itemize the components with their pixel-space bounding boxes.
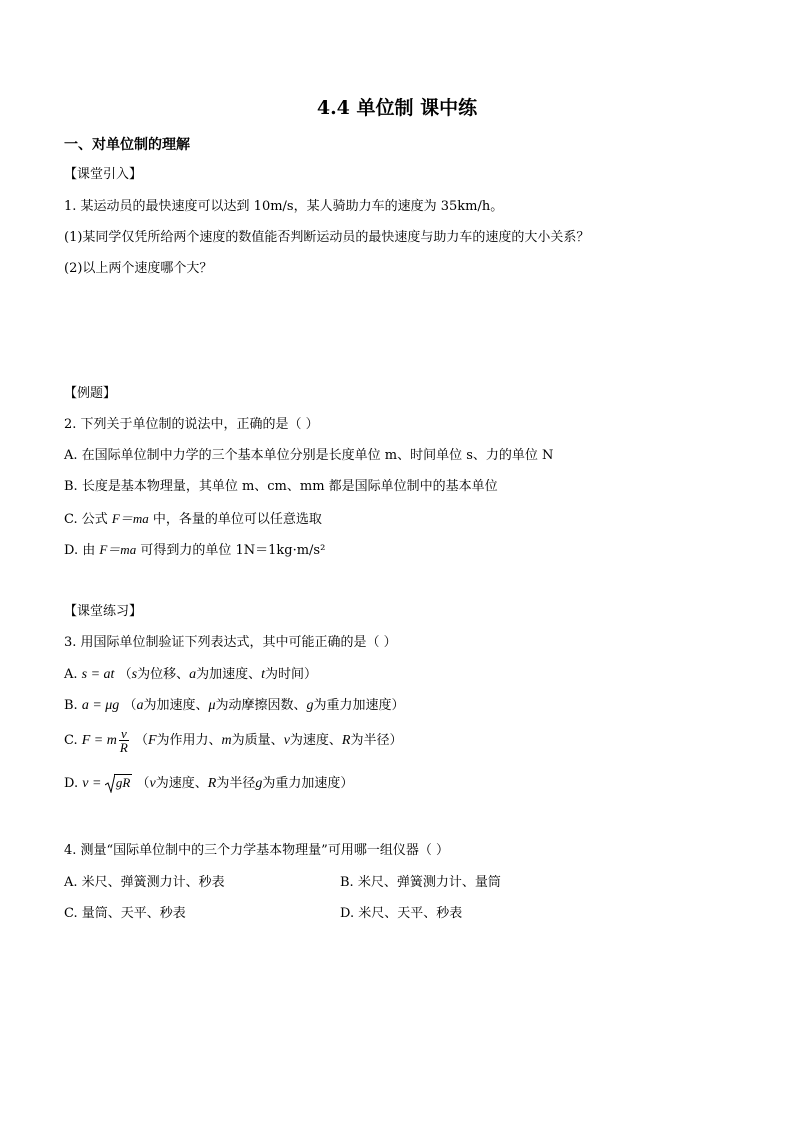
question-4-option-b: B. 米尺、弹簧测力计、量筒 bbox=[340, 875, 501, 890]
desc-text: 为重力加速度） bbox=[262, 776, 354, 791]
question-2-option-a: A. 在国际单位制中力学的三个基本单位分别是长度单位 m、时间单位 s、力的单位 N bbox=[64, 448, 554, 463]
question-2-stem: 2. 下列关于单位制的说法中，正确的是（ ） bbox=[64, 417, 319, 432]
practice-heading: 【课堂练习】 bbox=[64, 604, 143, 619]
question-3-option-c bbox=[64, 726, 403, 756]
question-4-stem: 4. 测量“国际单位制中的三个力学基本物理量”可用哪一组仪器（ ） bbox=[64, 843, 449, 858]
option-d-prefix: D. 由 bbox=[64, 543, 100, 558]
desc-text: 为时间） bbox=[264, 667, 317, 682]
option-d-suffix: 可得到力的单位 1N＝1kg·m/s² bbox=[136, 543, 326, 558]
question-3-option-a bbox=[64, 666, 317, 684]
question-4-option-c: C. 量筒、天平、秒表 bbox=[64, 906, 186, 921]
section-heading: 一、对单位制的理解 bbox=[64, 137, 190, 153]
desc-text: 为半径 bbox=[216, 776, 256, 791]
paren: （ bbox=[134, 733, 148, 748]
radical-sign-icon bbox=[105, 773, 115, 793]
formula: s = at bbox=[81, 667, 115, 682]
formula-lhs: F = m bbox=[81, 733, 117, 748]
question-1-sub-1: (1)某同学仅凭所给两个速度的数值能否判断运动员的最快速度与助力车的速度的大小关系？ bbox=[64, 230, 590, 245]
symbol: s bbox=[131, 667, 138, 682]
symbol: R bbox=[341, 733, 351, 748]
option-label: D. bbox=[64, 776, 83, 791]
question-4-option-a: A. 米尺、弹簧测力计、秒表 bbox=[64, 875, 225, 890]
question-3-stem: 3. 用国际单位制验证下列表达式，其中可能正确的是（ ） bbox=[64, 635, 397, 650]
paren: （ bbox=[136, 776, 150, 791]
desc-text: 为速度、 bbox=[289, 733, 342, 748]
desc-text: 为半径） bbox=[350, 733, 403, 748]
option-c-suffix: 中，各量的单位可以任意选取 bbox=[148, 512, 322, 527]
desc-text: 为加速度、 bbox=[143, 698, 209, 713]
desc-text: 为质量、 bbox=[231, 733, 284, 748]
desc-text: 为重力加速度） bbox=[313, 698, 405, 713]
denominator: R bbox=[119, 739, 128, 755]
example-heading: 【例题】 bbox=[64, 386, 117, 401]
symbol: g bbox=[255, 776, 263, 791]
option-label: C. bbox=[64, 733, 82, 748]
symbol: R bbox=[207, 776, 217, 791]
symbol: μ bbox=[208, 698, 216, 713]
question-1-sub-2: (2)以上两个速度哪个大？ bbox=[64, 261, 213, 276]
formula-f-ma: F＝ma bbox=[99, 542, 137, 557]
symbol: m bbox=[221, 733, 232, 748]
desc-text: 为动摩擦因数、 bbox=[215, 698, 307, 713]
paren: （ bbox=[118, 667, 132, 682]
formula-lhs: v = bbox=[82, 776, 105, 791]
symbol: a bbox=[189, 667, 197, 682]
intro-heading: 【课堂引入】 bbox=[64, 167, 143, 182]
question-1-stem: 1. 某运动员的最快速度可以达到 10m/s，某人骑助力车的速度为 35km/h。 bbox=[64, 199, 504, 214]
symbol: v bbox=[149, 776, 156, 791]
square-root bbox=[105, 774, 132, 793]
question-4-option-d: D. 米尺、天平、秒表 bbox=[340, 906, 463, 921]
paren: （ bbox=[123, 698, 137, 713]
numerator: v bbox=[120, 725, 127, 741]
question-2-option-c bbox=[64, 510, 322, 529]
fraction-v-over-r bbox=[119, 727, 129, 755]
symbol: v bbox=[283, 733, 290, 748]
symbol: a bbox=[136, 698, 144, 713]
question-3-option-d bbox=[64, 774, 353, 793]
desc-text: 为作用力、 bbox=[156, 733, 222, 748]
question-2-option-b: B. 长度是基本物理量，其单位 m、cm、mm 都是国际单位制中的基本单位 bbox=[64, 479, 498, 494]
page-title: 4.4 单位制 课中练 bbox=[316, 97, 478, 119]
symbol: F bbox=[147, 733, 157, 748]
symbol: g bbox=[306, 698, 314, 713]
option-label: B. bbox=[64, 698, 82, 713]
desc-text: 为位移、 bbox=[137, 667, 190, 682]
formula: a = μg bbox=[81, 698, 120, 713]
desc-text: 为加速度、 bbox=[196, 667, 262, 682]
desc-text: 为速度、 bbox=[155, 776, 208, 791]
symbol: t bbox=[261, 667, 265, 682]
question-3-option-b bbox=[64, 697, 405, 715]
radicand: gR bbox=[115, 775, 131, 790]
option-label: A. bbox=[64, 667, 82, 682]
question-2-option-d bbox=[64, 541, 325, 560]
formula-f-ma: F＝ma bbox=[111, 511, 149, 526]
option-c-prefix: C. 公式 bbox=[64, 512, 112, 527]
